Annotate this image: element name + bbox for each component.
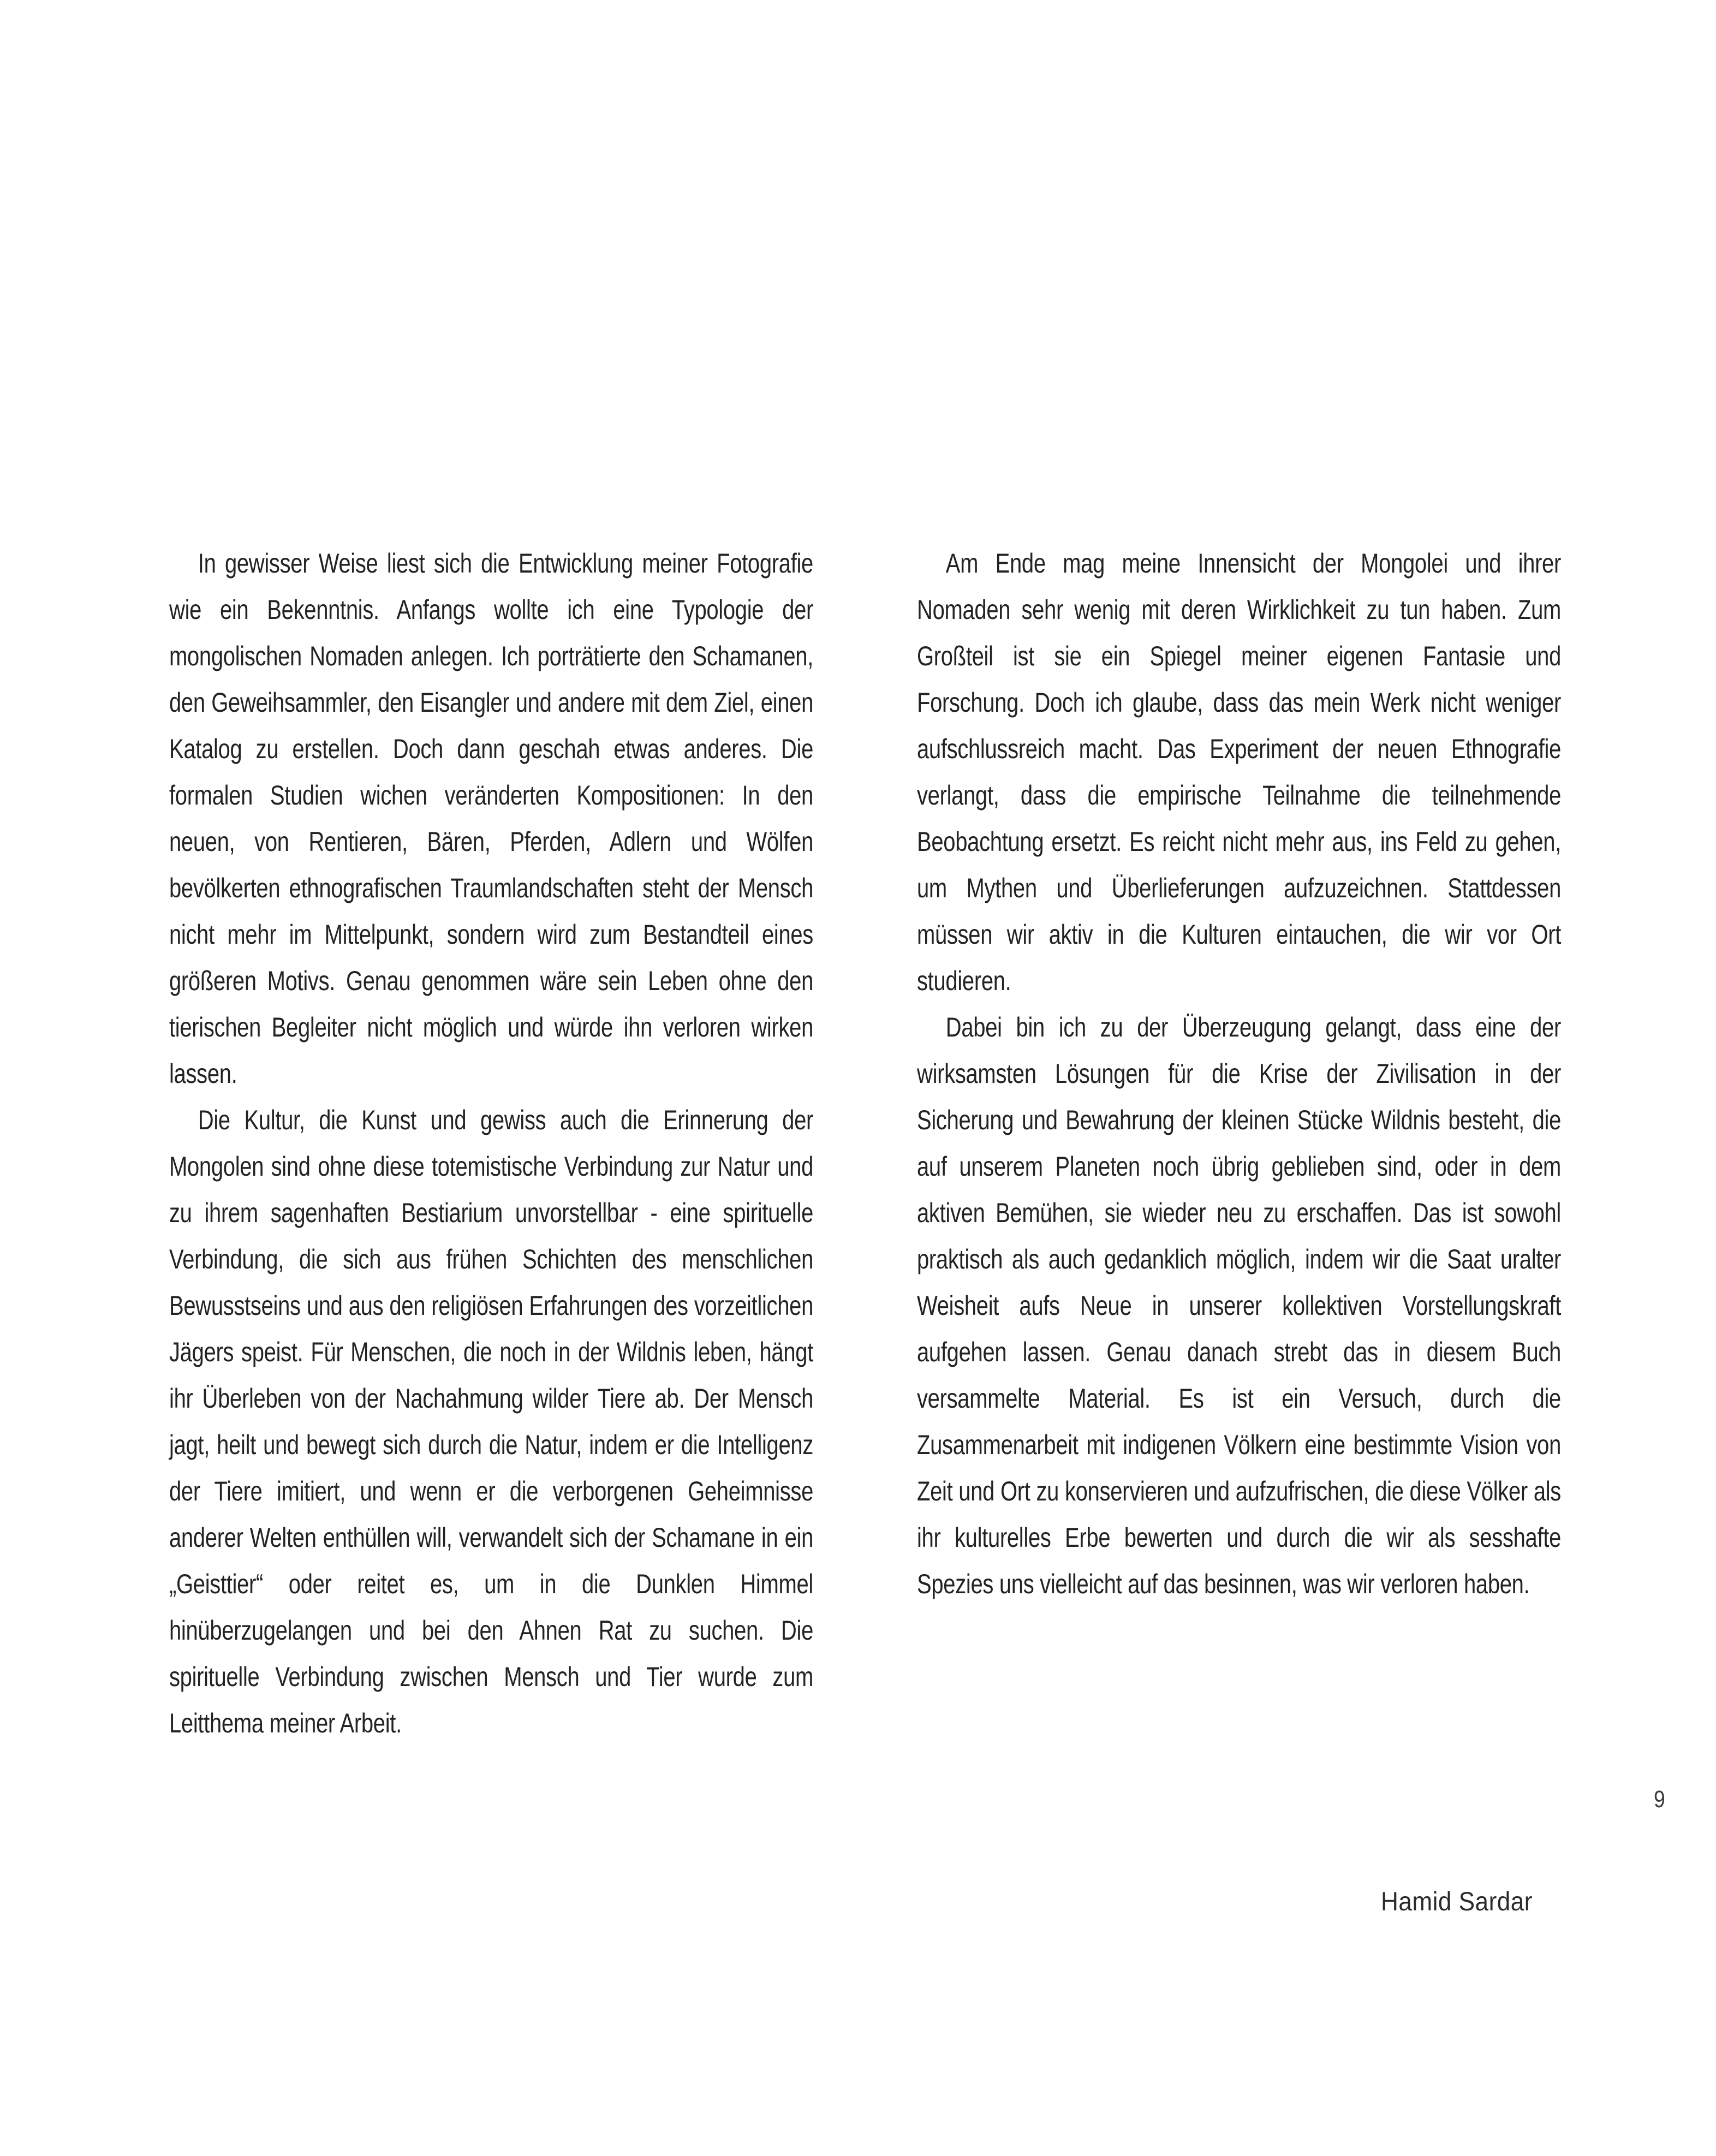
page-number: 9 bbox=[1654, 1786, 1665, 1813]
paragraph: In gewisser Weise liest sich die Entwicklung meiner Fotografie wie ein Bekenntnis. Anfangs wollte ich eine Typologie der mongolischen Nomaden anlegen. Ich porträtierte den Schamanen, den Geweihsammler, den Eisangler und andere mit dem Ziel, einen Katalog zu erstellen. Doch dann geschah etwas anderes. Die formalen Studien wichen veränderten Kompositionen: In den neuen, von Rentieren, Bären, Pferden, Adlern und Wölfen bevölkerten ethnografischen Traumlandschaften steht der Mensch nicht mehr im Mittelpunkt, sondern wird zum Bestandteil eines größeren Motivs. Genau genommen wäre sein Leben ohne den tierischen Begleiter nicht möglich und würde ihn verloren wirken lassen. bbox=[169, 548, 813, 1089]
right-column bbox=[917, 540, 1561, 1607]
left-column bbox=[169, 540, 813, 1747]
paragraph: Am Ende mag meine Innensicht der Mongolei und ihrer Nomaden sehr wenig mit deren Wirklichkeit zu tun haben. Zum Großteil ist sie ein Spiegel meiner eigenen Fantasie und Forschung. Doch ich glaube, dass das mein Werk nicht weniger aufschlussreich macht. Das Experiment der neuen Ethnografie verlangt, dass die empirische Teilnahme die teilnehmende Beobachtung ersetzt. Es reicht nicht mehr aus, ins Feld zu gehen, um Mythen und Überlieferungen aufzuzeichnen. Stattdessen müssen wir aktiv in die Kulturen eintauchen, die wir vor Ort studieren. bbox=[917, 548, 1561, 996]
paragraph: Die Kultur, die Kunst und gewiss auch die Erinnerung der Mongolen sind ohne diese totemistische Verbindung zur Natur und zu ihrem sagenhaften Bestiarium unvorstellbar - eine spirituelle Verbindung, die sich aus frühen Schichten des menschlichen Bewusstseins und aus den religiösen Erfahrungen des vorzeitlichen Jägers speist. Für Menschen, die noch in der Wildnis leben, hängt ihr Überleben von der Nachahmung wilder Tiere ab. Der Mensch jagt, heilt und bewegt sich durch die Natur, indem er die Intelligenz der Tiere imitiert, und wenn er die verborgenen Geheimnisse anderer Welten enthüllen will, verwandelt sich der Schamane in ein „Geisttier“ oder reitet es, um in die Dunklen Himmel hinüberzugelangen und bei den Ahnen Rat zu suchen. Die spirituelle Verbindung zwischen Mensch und Tier wurde zum Leitthema meiner Arbeit. bbox=[169, 1105, 813, 1738]
paragraph: Dabei bin ich zu der Überzeugung gelangt, dass eine der wirksamsten Lösungen für die Krise der Zivilisation in der Sicherung und Bewahrung der kleinen Stücke Wildnis besteht, die auf unserem Planeten noch übrig geblieben sind, oder in dem aktiven Bemühen, sie wieder neu zu erschaffen. Das ist sowohl praktisch als auch gedanklich möglich, indem wir die Saat uralter Weisheit aufs Neue in unserer kollektiven Vorstellungskraft aufgehen lassen. Genau danach strebt das in diesem Buch versammelte Material. Es ist ein Versuch, durch die Zusammenarbeit mit indigenen Völkern eine bestimmte Vision von Zeit und Ort zu konservieren und aufzufrischen, die diese Völker als ihr kulturelles Erbe bewerten und durch die wir als sesshafte Spezies uns vielleicht auf das besinnen, was wir verloren haben. bbox=[917, 1012, 1561, 1599]
author-signature: Hamid Sardar bbox=[1381, 1887, 1533, 1916]
two-column-text-body bbox=[169, 540, 1561, 1747]
